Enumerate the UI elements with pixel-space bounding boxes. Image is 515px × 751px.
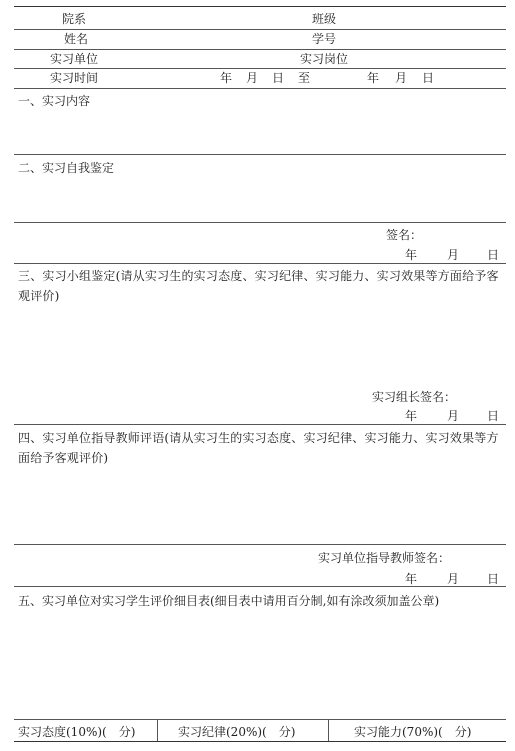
start-year-label: 年 xyxy=(220,71,233,85)
row-divider xyxy=(14,68,506,69)
score-divider xyxy=(157,719,158,741)
section-2-title: 二、实习自我鉴定 xyxy=(18,161,115,175)
discipline-score: 实习纪律(20%)( 分) xyxy=(178,725,296,739)
score-row-bottom-border xyxy=(14,741,506,742)
table-top-border xyxy=(14,6,506,7)
time-label: 实习时间 xyxy=(50,71,99,85)
position-label: 实习岗位 xyxy=(300,52,349,66)
row-divider xyxy=(14,29,506,30)
attitude-score: 实习态度(10%)( 分) xyxy=(18,725,136,739)
sign-year-label: 年 xyxy=(405,248,418,262)
sign-year-label: 年 xyxy=(405,572,418,586)
ability-score: 实习能力(70%)( 分) xyxy=(354,725,472,739)
row-divider xyxy=(14,88,506,89)
start-day-label: 日 xyxy=(272,71,285,85)
score-row-top-border xyxy=(14,719,506,720)
end-day-label: 日 xyxy=(422,71,435,85)
self-sign-label: 签名： xyxy=(386,228,423,242)
section-divider xyxy=(14,154,506,155)
sign-year-label: 年 xyxy=(405,409,418,423)
sign-day-label: 日 xyxy=(487,409,500,423)
group-leader-sign-label: 实习组长签名： xyxy=(372,390,457,404)
end-month-label: 月 xyxy=(395,71,408,85)
sign-day-label: 日 xyxy=(487,248,500,262)
section-divider xyxy=(14,544,506,545)
section-4-text: 四、实习单位指导教师评语(请从实习生的实习态度、实习纪律、实习能力、实习效果等方面给予客观评价) xyxy=(18,431,499,465)
end-year-label: 年 xyxy=(367,71,380,85)
date-to-label: 至 xyxy=(298,71,311,85)
sign-month-label: 月 xyxy=(447,248,460,262)
score-divider xyxy=(328,719,329,741)
section-divider xyxy=(14,222,506,223)
sign-month-label: 月 xyxy=(447,572,460,586)
section-divider xyxy=(14,586,506,587)
class-label: 班级 xyxy=(312,12,337,26)
student-id-label: 学号 xyxy=(312,32,337,46)
start-month-label: 月 xyxy=(246,71,259,85)
row-divider xyxy=(14,49,506,50)
department-label: 院系 xyxy=(62,12,87,26)
section-divider xyxy=(14,263,506,264)
unit-label: 实习单位 xyxy=(50,52,99,66)
teacher-sign-label: 实习单位指导教师签名： xyxy=(318,551,451,565)
sign-month-label: 月 xyxy=(447,409,460,423)
section-5-text: 五、实习单位对实习学生评价细目表(细目表中请用百分制,如有涂改须加盖公章) xyxy=(18,594,440,608)
section-1-title: 一、实习内容 xyxy=(18,94,91,108)
section-3-text: 三、实习小组鉴定(请从实习生的实习态度、实习纪律、实习能力、实习效果等方面给予客观评价) xyxy=(18,269,499,303)
section-divider xyxy=(14,424,506,425)
name-label: 姓名 xyxy=(64,32,89,46)
sign-day-label: 日 xyxy=(487,572,500,586)
